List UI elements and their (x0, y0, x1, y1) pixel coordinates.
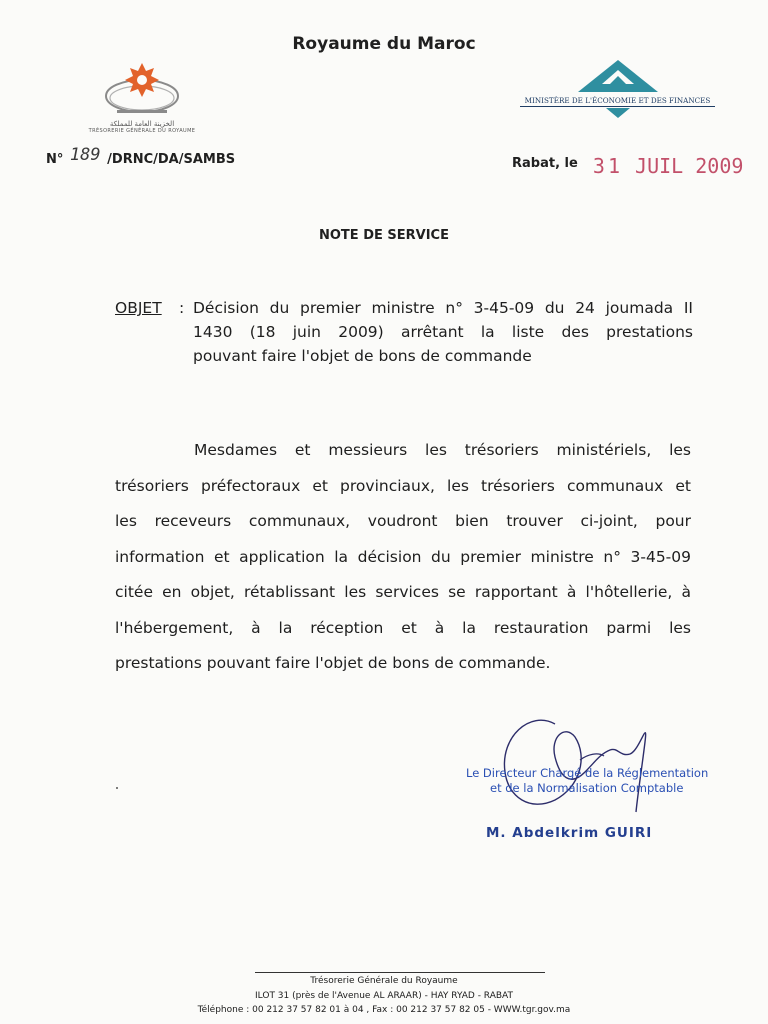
signatory-title (466, 766, 708, 796)
objet-line: Décision du premier ministre n° 3-45-09 du 24 joumada II (193, 299, 693, 317)
body-line: l'hébergement, à la réception et à la restauration parmi les (115, 618, 691, 637)
objet-label: OBJET (115, 299, 162, 317)
ministry-logo (520, 58, 715, 120)
mountain-triangle-icon (568, 58, 668, 96)
body-line: citée en objet, rétablissant les services se rapportant à l'hôtellerie, à (115, 583, 691, 601)
signatory-name: M. Abdelkrim GUIRI (486, 825, 653, 841)
signatory-title-line1: Le Directeur Chargé de la Réglementation (466, 766, 709, 780)
body-line: information et application la décision du premier ministre n° 3-45-09 (115, 547, 691, 566)
footer-contact: Téléphone : 00 212 37 57 82 01 à 04 , Fax : 00 212 37 57 82 05 - WWW.tgr.gov.ma (197, 1005, 571, 1015)
body-line: trésoriers préfectoraux et provinciaux, les trésoriers communaux et (115, 476, 691, 495)
objet-line: pouvant faire l'objet de bons de commande (193, 347, 532, 365)
star-emblem-icon (97, 56, 187, 118)
body-line: les receveurs communaux, voudront bien trouver ci-joint, pour (115, 512, 691, 530)
date-label: Rabat, le (512, 156, 578, 171)
body-line: Mesdames et messieurs les trésoriers ministériels, les (194, 441, 691, 459)
stray-dot (116, 787, 118, 789)
tgr-logo-arabic-text: الخزينة العامة للمملكة (109, 120, 175, 128)
objet-text (193, 296, 693, 368)
ministry-logo-text: MINISTÈRE DE L'ÉCONOMIE ET DES FINANCES (520, 96, 715, 107)
ministry-logo-base-icon (598, 108, 638, 120)
tgr-logo-french-text: TRÉSORERIE GÉNÉRALE DU ROYAUME (88, 128, 196, 134)
kingdom-title: Royaume du Maroc (292, 34, 476, 54)
reference-number (46, 145, 236, 168)
reference-handwritten-number: 189 (69, 145, 101, 165)
body-line: prestations pouvant faire l'objet de bons de commande. (115, 654, 551, 672)
body-paragraph (115, 438, 691, 687)
date-line (512, 148, 744, 178)
reference-suffix: /DRNC/DA/SAMBS (107, 152, 236, 167)
signatory-title-line2: et de la Normalisation Comptable (490, 781, 684, 795)
footer-organization: Trésorerie Générale du Royaume (310, 976, 458, 986)
footer-address: ILOT 31 (près de l'Avenue AL ARAAR) - HAY RYAD - RABAT (255, 991, 513, 1001)
date-stamp-day: 31 (592, 154, 623, 178)
footer-divider (255, 972, 545, 973)
tgr-logo (82, 56, 202, 134)
date-stamp (593, 154, 744, 178)
reference-prefix: N° (46, 152, 64, 167)
objet-colon: : (179, 299, 185, 317)
date-stamp-month-year: JUIL 2009 (635, 154, 744, 178)
objet-line: 1430 (18 juin 2009) arrêtant la liste des prestations (193, 323, 693, 341)
document-title: NOTE DE SERVICE (319, 228, 449, 243)
